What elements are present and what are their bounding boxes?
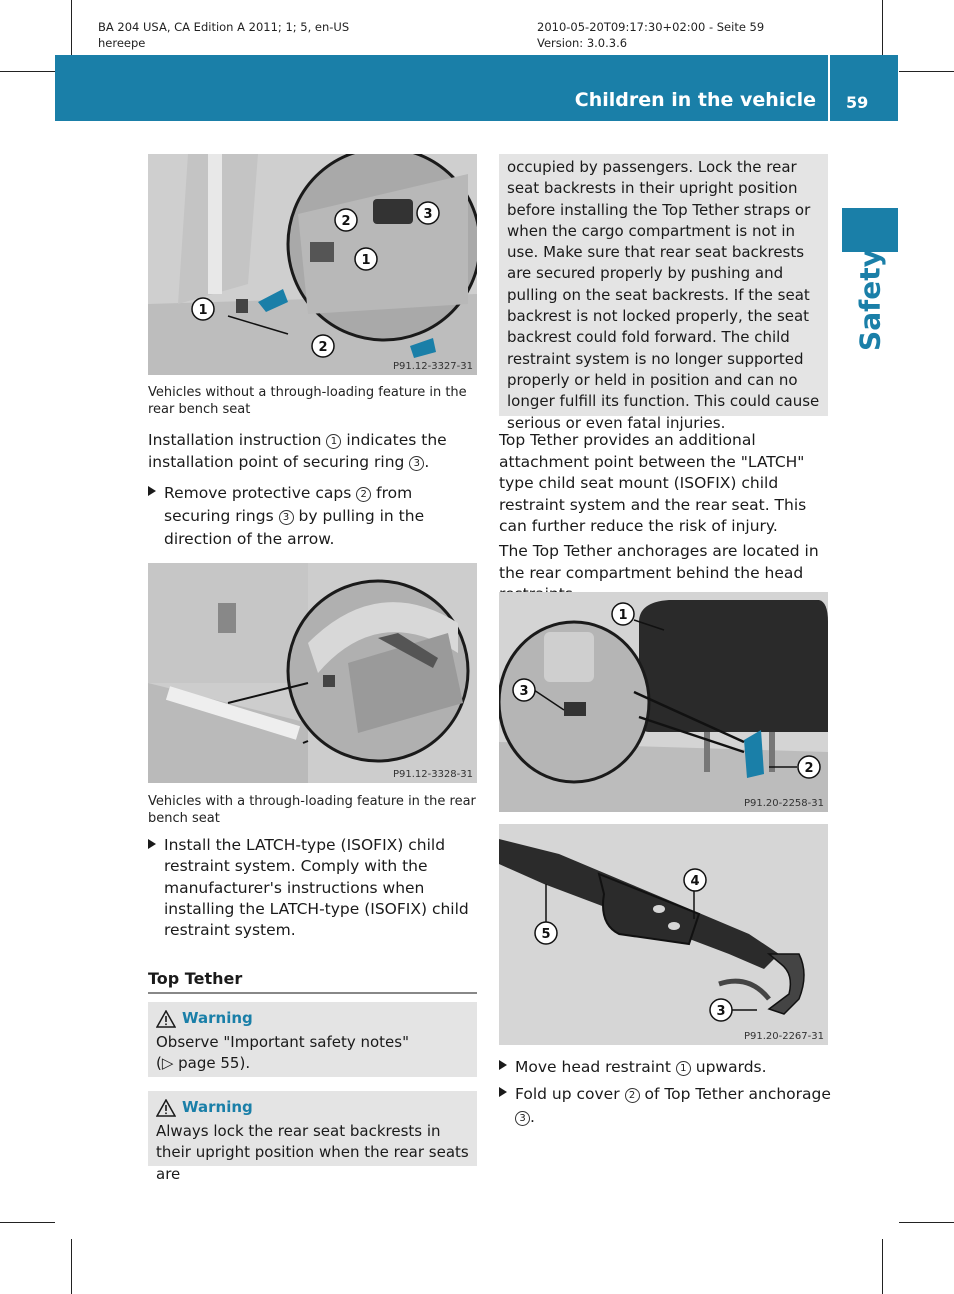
figure-code: P91.20-2267-31 <box>743 1031 824 1042</box>
step-text: of Top Tether anchorage <box>639 1085 831 1103</box>
figure-callout-label: 3 <box>423 207 433 222</box>
warning-text: occupied by passengers. Lock the rear seat backrests in their upright position before installing the Top Tether straps or when the cargo compartment is not in use. Make sure that rear seat backrests are secured properly by pushing and pulling on the seat backrests. If the seat backrest is not locked properly, the seat backrest could fold forward. The child restraint system is no longer supported properly or held in position and can no longer fulfill its function. This could cause serious or even fatal injuries. <box>507 158 820 432</box>
reference-number: 1 <box>326 434 341 449</box>
reference-number: 2 <box>625 1088 640 1103</box>
figure-callout-label: 2 <box>804 761 814 776</box>
crop-mark <box>899 71 954 72</box>
figure-caption: Vehicles with a through-loading feature in the rear bench seat <box>148 794 476 826</box>
chapter-title: Children in the vehicle <box>574 89 816 111</box>
step-arrow-icon <box>148 486 156 496</box>
reference-number: 3 <box>279 510 294 525</box>
install-instruction <box>148 430 477 473</box>
figure-callout-label: 2 <box>341 214 351 229</box>
chapter-header <box>55 55 898 121</box>
figure-head-restraint <box>499 592 828 812</box>
step-text: Remove protective caps <box>164 484 357 502</box>
instruction-step <box>148 835 477 941</box>
figure-callout-label: 5 <box>541 927 551 942</box>
crop-mark <box>0 71 55 72</box>
instruction-step <box>499 1056 844 1079</box>
section-rule <box>148 992 477 994</box>
warning-triangle-icon <box>156 1010 176 1028</box>
meta-author: hereepe <box>98 36 146 50</box>
reference-number: 3 <box>409 456 424 471</box>
figure-callout-label: 3 <box>519 684 529 699</box>
figure-securing-rings <box>148 154 477 375</box>
top-tether-location: The Top Tether anchorages are located in the rear compartment behind the head <box>499 542 819 582</box>
figure-securing-rings-illustration <box>148 154 477 375</box>
figure-callout-label: 4 <box>690 874 700 889</box>
step-arrow-icon <box>499 1060 507 1070</box>
warning-title: Warning <box>182 1098 253 1116</box>
warning-box-continued <box>499 154 828 432</box>
warning-box <box>148 1002 477 1077</box>
figure-callout-label: 1 <box>361 253 371 268</box>
step-arrow-icon <box>148 839 156 849</box>
section-tab-label: Safety <box>853 249 887 351</box>
figure-caption: Vehicles without a through-loading feature in the rear bench seat <box>148 385 467 417</box>
figure-callout-label: 2 <box>318 340 328 355</box>
figure-code: P91.12-3327-31 <box>392 361 473 372</box>
top-tether-description: Top Tether provides an additional attachment point between the "LATCH" type child seat mount (ISOFIX) child restraint system and the rear seat. This can further reduce the risk of injury. <box>499 431 807 535</box>
figure-callout-label: 3 <box>716 1004 726 1019</box>
step-text: . <box>530 1108 535 1126</box>
crop-mark <box>71 0 72 55</box>
crop-mark <box>71 1239 72 1294</box>
figure-tether-strap-illustration <box>499 824 828 1045</box>
warning-header <box>156 1097 469 1119</box>
meta-edition: BA 204 USA, CA Edition A 2011; 1; 5, en-US <box>98 20 350 34</box>
crop-mark <box>0 1222 55 1223</box>
figure-through-loading-illustration <box>148 563 477 783</box>
figure-code: P91.12-3328-31 <box>392 769 473 780</box>
step-text: by pulling in the direction of the arrow. <box>164 507 425 548</box>
crop-mark <box>882 1239 883 1294</box>
figure-callout-label: 1 <box>618 608 628 623</box>
meta-timestamp: 2010-05-20T09:17:30+02:00 - Seite 59 <box>537 20 765 34</box>
figure-code: P91.20-2258-31 <box>743 798 824 809</box>
crop-mark <box>899 1222 954 1223</box>
warning-page-reference: (▷ page 55). <box>156 1054 251 1072</box>
step-text: Install the LATCH-type (ISOFIX) child restraint system. Comply with the manufacturer's instructions when installing the LATCH-type (ISOFIX) child restraint system. <box>164 836 469 940</box>
instruction-step <box>499 1083 844 1129</box>
reference-number: 3 <box>515 1111 530 1126</box>
instruction-step <box>148 482 477 551</box>
warning-title: Warning <box>182 1009 253 1027</box>
step-text: Fold up cover <box>515 1085 625 1103</box>
warning-text: Observe "Important safety notes" <box>156 1032 409 1051</box>
section-tab-marker <box>842 208 898 252</box>
figure-tether-strap <box>499 824 828 1045</box>
reference-number: 1 <box>676 1061 691 1076</box>
step-text: upwards. <box>690 1058 767 1076</box>
warning-header <box>156 1008 469 1030</box>
step-text: from securing rings <box>164 484 413 525</box>
header-divider <box>828 55 830 121</box>
section-heading: Top Tether <box>148 969 243 988</box>
reference-number: 2 <box>356 487 371 502</box>
meta-version: Version: 3.0.3.6 <box>537 36 628 50</box>
crop-mark <box>882 0 883 55</box>
figure-through-loading <box>148 563 477 783</box>
install-text: Installation instruction <box>148 431 327 449</box>
install-text: indicates the installation point of securing ring <box>148 431 447 471</box>
page-number: 59 <box>846 93 869 112</box>
print-meta-left <box>98 19 349 51</box>
step-arrow-icon <box>499 1087 507 1097</box>
install-text: . <box>424 452 430 471</box>
step-text: Move head restraint <box>515 1058 676 1076</box>
print-meta-right <box>537 19 764 51</box>
figure-callout-label: 1 <box>198 303 208 318</box>
warning-text: Always lock the rear seat backrests in their upright position when the rear seats are <box>156 1121 469 1183</box>
warning-box <box>148 1091 477 1183</box>
figure-head-restraint-illustration <box>499 592 828 812</box>
warning-triangle-icon <box>156 1099 176 1117</box>
